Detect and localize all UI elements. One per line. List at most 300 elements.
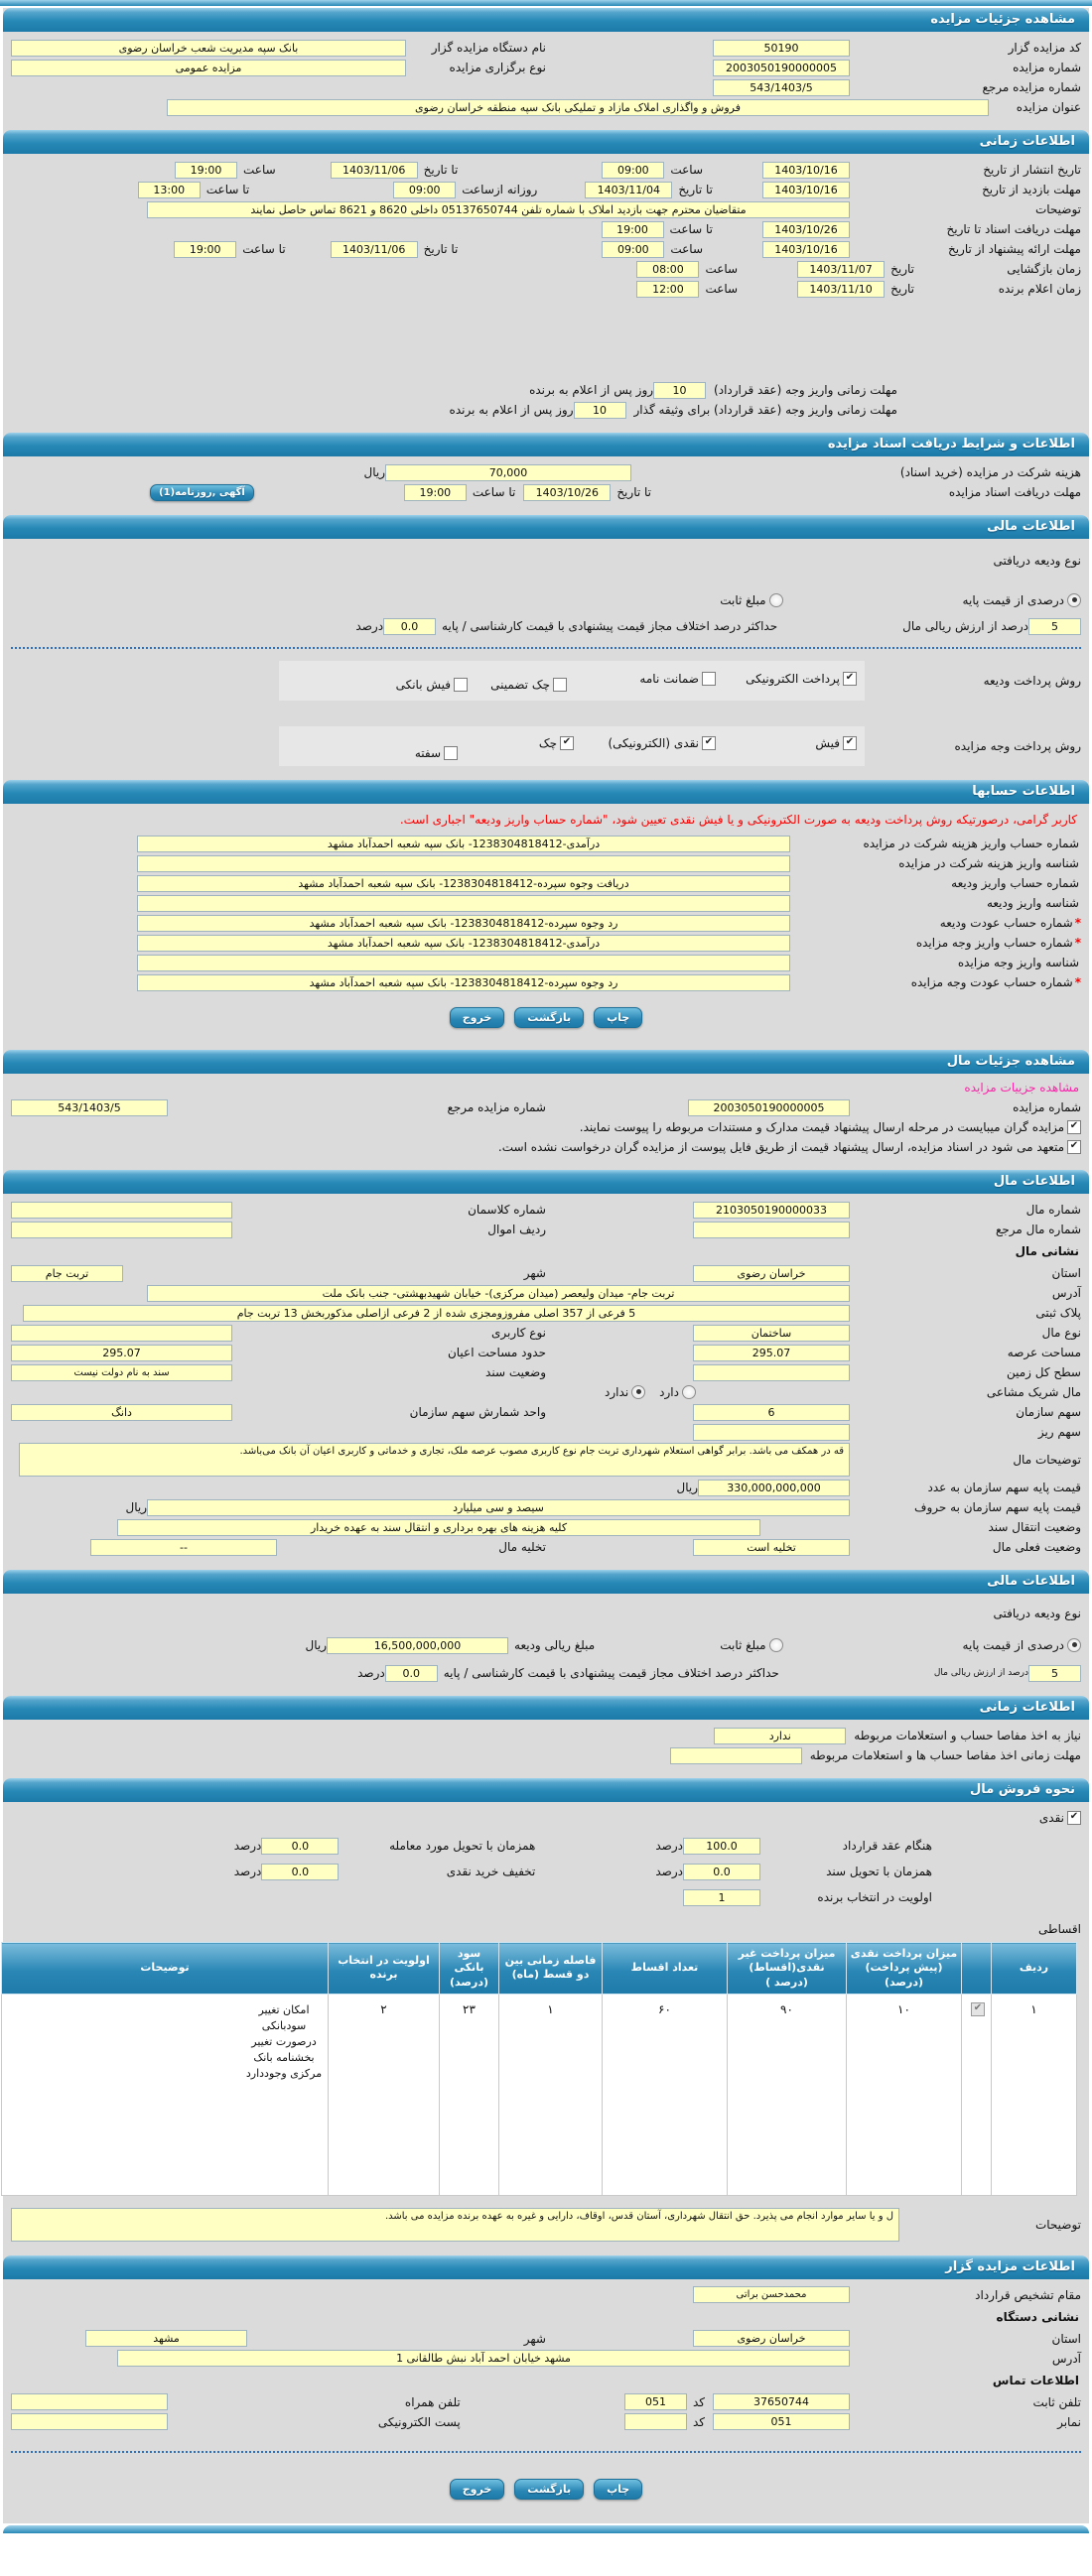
deed-payment-field[interactable]: 0.0 [683,1864,760,1880]
checkbox-icon[interactable] [454,678,468,692]
organizer-city-field[interactable]: مشهد [85,2330,247,2347]
rial-label: ریال [676,1481,698,1494]
plate-field[interactable]: 5 فرعی از 357 اصلی مفروزومجزی شده از 2 فرعی ازاصلی مذکوربخش 13 تربت جام [23,1305,850,1322]
cell-select [962,1994,992,2195]
row-winner-priority [11,1888,1081,1906]
visit-from-field[interactable]: 1403/10/16 [762,182,850,198]
account-row [11,934,1081,952]
installment-table [1,1942,1077,2196]
opening-time-field[interactable]: 08:00 [636,261,699,278]
account-label: شناسه واریز ودیعه [986,896,1079,910]
publish-time-field[interactable]: 09:00 [602,162,664,179]
sub-share-field[interactable] [693,1424,850,1441]
cell-interval: ۱ [499,1994,603,2195]
row-asset-ref [11,1221,1081,1238]
row-pay-deadline-1 [11,381,1081,399]
transfer-status-field[interactable]: کلیه هزینه های بهره برداری و انتقال سند به عهده خریدار [117,1519,760,1536]
row-publish [11,161,1081,179]
publish-date-field[interactable]: 1403/10/16 [762,162,850,179]
row-asset-plate [11,1304,1081,1322]
percent-of-value-label: درصد از ارزش ریالی مال [902,619,1028,633]
percent-label: درصد [655,1839,683,1853]
pay-method-guarantee[interactable] [639,672,716,686]
sub-share-label: سهم ریز [1037,1425,1081,1439]
print-button[interactable]: چاپ [594,1007,642,1028]
pay-suffix-label: روز پس از اعلام به برنده [449,403,574,417]
to-hour-label: تا ساعت [472,485,516,499]
row-asset-area [11,1344,1081,1361]
asset-address-field[interactable]: تربت جام- میدان ولیعصر (میدان مرکزی)- خیابان شهیدبهشتی- جنب بانک ملت [147,1285,850,1302]
docs-deadline-label: مهلت دریافت اسناد تا تاریخ [946,222,1081,236]
fax-field[interactable]: 051 [713,2413,850,2430]
account-label: شناسه واریز هزینه شرکت در مزایده [898,856,1079,870]
docs-deadline-date-field[interactable]: 1403/10/26 [762,221,850,238]
row-sale-notes [11,2208,1081,2242]
row-docs-receive-deadline [11,483,1081,501]
offer-to-date-field[interactable]: 1403/11/06 [331,241,418,258]
asset-row-field[interactable] [11,1222,232,1238]
row-asset-address [11,1284,1081,1302]
deposit-type-label: نوع ودیعه دریافتی [993,1607,1081,1620]
deposit-pay-method-label: روش پرداخت ودیعه [983,674,1081,688]
hour-label: ساعت [670,242,703,256]
item-auction-number-field[interactable]: 2003050190000005 [688,1099,850,1116]
row-deed-payment [11,1863,1081,1880]
clearance-deadline-field[interactable] [670,1747,802,1764]
mobile-field[interactable] [11,2393,168,2410]
asset-address-heading: نشانی مال [1015,1244,1079,1258]
sale-method-section [3,1802,1089,2254]
deposit-percent-field[interactable]: 5 [1028,1665,1081,1682]
phone-code-field[interactable]: 051 [624,2393,687,2410]
row-asset-province [11,1264,1081,1282]
asset-notes-field[interactable]: قه در همکف می باشد. برابر گواهی استعلام شهرداری تربت جام نوع کاربری مصوب عرصه ملک، تجاری و خدماتی و کاربری اعیان آن بانک می‌باشد. [19,1443,850,1477]
installment-heading: اقساطی [1038,1922,1081,1936]
classman-label: شماره کلاسمان [468,1203,546,1217]
auction-pay-cash-electronic[interactable] [608,736,716,750]
asset-number-label: شماره مال [1025,1203,1081,1217]
pay-deadline-1-field[interactable]: 10 [653,382,706,399]
row-deposit-type-2 [11,1605,1081,1622]
percent-label: درصد [355,619,384,633]
auction-pay-promissory[interactable] [415,746,458,760]
sale-notes-label: توضیحات [1034,2217,1081,2232]
schedule-notes-field[interactable]: متقاضیان محترم جهت بازدید املاک با شماره تلفن 05137650744 داخلی 8620 و 8621 تماس حاصل نمایند [147,201,850,218]
row-phone [11,2393,1081,2411]
publish-label: تاریخ انتشار از تاریخ [983,163,1081,177]
account-field[interactable]: رد وجوه سپرده-1238304818412- بانک سپه شعبه احمدآباد مشهد [137,974,790,991]
schedule-section [3,154,1089,431]
rial-label: ریال [305,1638,328,1652]
section-docs-terms [3,433,1089,456]
back-button[interactable]: بازگشت [514,2479,584,2500]
contract-authority-field[interactable]: محمدحسن براتی [693,2286,850,2303]
bottom-bar [3,2525,1089,2533]
checkbox-checked-icon[interactable] [843,736,857,750]
back-button[interactable]: بازگشت [514,1007,584,1028]
land-area-field[interactable]: 295.07 [693,1345,850,1361]
account-field[interactable]: رد وجوه سپرده-1238304818412- بانک سپه شعبه احمدآباد مشهد [137,915,790,932]
asset-info-section [3,1194,1089,1568]
deed-status-field[interactable]: سند به نام دولت نیست [11,1364,232,1381]
current-status-field[interactable]: تخلیه است [693,1539,850,1556]
checkbox-icon[interactable] [444,746,458,760]
base-price-words-field[interactable]: سیصد و سی میلیارد [147,1499,850,1516]
auction-ref-label: شماره مزایده مرجع [982,80,1081,94]
section-title: مشاهده جزئیات مال [946,1054,1075,1069]
cell-cash-percent: ۱۰ [847,1994,962,2195]
has-partner-label: دارد [659,1385,679,1399]
land-area-label: مساحت عرصه [1007,1346,1081,1359]
percent-label: درصد [357,1666,385,1680]
contact-info-heading: اطلاعات تماس [992,2373,1079,2387]
notes-label: توضیحات [1034,202,1081,216]
offer-date-field[interactable]: 1403/10/16 [762,241,850,258]
checkbox-checked-icon[interactable] [1067,1811,1081,1825]
account-label: *شماره حساب عودت ودیعه [939,916,1081,930]
view-auction-details-link[interactable]: مشاهده جزییات مزایده [964,1081,1079,1095]
deposit-amount-label: مبلغ ریالی ودیعه [514,1638,596,1652]
delivery-payment-field[interactable]: 0.0 [261,1838,339,1855]
account-label: *شماره حساب واریز وجه مزایده [915,936,1081,950]
total-land-field[interactable] [693,1364,850,1381]
section-title: اطلاعات مال [993,1174,1075,1189]
account-label: *شماره حساب عودت وجه مزایده [910,975,1081,989]
col-priority: اولویت در انتخاب برنده [329,1943,440,1995]
section-schedule [3,130,1089,154]
item-auction-ref-field[interactable]: 543/1403/5 [11,1099,168,1116]
share-unit-field[interactable]: دانگ [11,1404,232,1421]
max-diff-label: حداکثر درصد اختلاف مجاز قیمت پیشنهادی با قیمت کارشناسی / پایه [442,619,778,633]
offer-time-field[interactable]: 09:00 [602,241,664,258]
docs-terms-section [3,456,1089,513]
docs-receive-label: مهلت دریافت اسناد مزایده [948,485,1081,499]
pay-method-guarantee-label: ضمانت نامه [639,672,699,686]
deposit-percent-field[interactable]: 5 [1028,618,1081,635]
account-row [11,894,1081,912]
row-org-share [11,1403,1081,1421]
date-label: تاریخ [890,282,914,296]
percent-label: درصد [233,1839,262,1853]
organizer-address-heading: نشانی دستگاه [996,2309,1079,2324]
row-auction-title [11,98,1081,116]
account-row [11,854,1081,872]
row-clearance-deadline [11,1746,1081,1764]
checkbox-checked-icon[interactable] [843,672,857,686]
deed-payment-label: همزمان با تحویل سند [826,1865,932,1878]
account-row [11,973,1081,991]
city-label: شهر [523,2331,546,2346]
hour-label: ساعت [705,282,739,296]
auction-pay-slip-label: فیش [815,736,840,750]
required-star [1079,876,1081,890]
asset-province-field[interactable]: خراسان رضوی [693,1265,850,1282]
docs-receive-date-field[interactable]: 1403/10/26 [523,484,611,501]
visit-to-field[interactable]: 1403/11/04 [585,182,672,198]
pay-method-bank-slip[interactable] [396,678,468,692]
visit-time-from-field[interactable]: 09:00 [393,182,456,198]
pay-method-certified-check[interactable] [490,678,567,692]
percent-label: درصد [233,1865,262,1878]
opening-label: زمان بازگشایی [1007,262,1081,276]
row-auction-number [11,59,1081,76]
radio-has-partner-icon[interactable] [682,1385,696,1399]
sale-notes-field[interactable]: ل و یا سایر موارد انجام می پذیرد. حق انتقال شهرداری، آستان قدس، اوقاف، دارایی و غیره به عهده برنده مزایده می باشد. [11,2208,899,2242]
row-fax [11,2413,1081,2431]
col-select [962,1943,992,1995]
to-date-label: تا تاریخ [423,163,459,177]
winner-date-field[interactable]: 1403/11/10 [797,281,885,298]
visit-label: مهلت بازدید از تاریخ [982,183,1081,196]
section-title: اطلاعات زمانی [979,1700,1075,1715]
section-financial-2 [3,1570,1089,1594]
asset-use-field[interactable] [11,1325,232,1342]
to-hour-label: تا ساعت [242,242,286,256]
accounts-section [3,804,1089,1048]
deposit-type-label: نوع ودیعه دریافتی [993,554,1081,568]
item-auction-ref-label: شماره مزایده مرجع [447,1100,546,1114]
email-label: پست الکترونیکی [377,2414,461,2429]
row-no-file-commitment [11,1138,1081,1156]
account-row [11,835,1081,852]
organizer-address-field[interactable]: مشهد خیابان احمد آباد نبش طالقانی 1 [117,2350,850,2367]
publish-to-time-field[interactable]: 19:00 [175,162,237,179]
city-label: شهر [523,1266,546,1280]
radio-percent-of-base-icon[interactable] [1067,593,1081,607]
row-shared-ownership [11,1383,1081,1401]
classman-field[interactable] [11,1202,232,1219]
auction-title-label: عنوان مزایده [1016,100,1081,114]
phone-label: تلفن ثابت [1032,2394,1081,2409]
docs-deadline-time-field[interactable]: 19:00 [602,221,664,238]
section-title: اطلاعات زمانی [979,134,1075,149]
section-auction-details [3,8,1089,32]
evacuation-field[interactable]: -- [90,1539,277,1556]
exit-button[interactable]: خروج [450,2479,505,2500]
address-label: آدرس [1051,1286,1081,1300]
item-details-section [3,1074,1089,1168]
phone-field[interactable]: 37650744 [713,2393,850,2410]
required-star: * [1074,975,1081,989]
asset-city-field[interactable]: تربت جام [11,1265,123,1282]
account-field[interactable] [137,955,790,971]
row-deposit-pay-method [11,661,1081,701]
opening-date-field[interactable]: 1403/11/07 [797,261,885,278]
schedule-2-section [3,1720,1089,1776]
email-field[interactable] [11,2413,168,2430]
row-organizer-province [11,2330,1081,2348]
cell-noncash-percent: ۹۰ [728,1994,847,2195]
row-deposit-type [11,552,1081,570]
pay-method-electronic[interactable] [746,672,857,686]
row-visit [11,181,1081,198]
docs-receive-time-field[interactable]: 19:00 [404,484,467,501]
installment-table-row [2,1994,1077,2195]
base-price-words-label: قیمت پایه سهم سازمان به حروف [914,1500,1081,1514]
account-label: شما‌ره حساب واریز ودیعه [951,876,1079,890]
section-schedule-2 [3,1696,1089,1720]
max-diff-field[interactable]: 0.0 [385,1665,438,1682]
row-cash-option [11,1809,1081,1827]
row-organizer-address [11,2350,1081,2368]
required-star: * [1074,936,1081,950]
newspaper-ad-button[interactable]: آگهی ,روزنامه(1) [150,484,254,501]
auction-details-panel [3,8,1089,2523]
auction-code-field[interactable]: 50190 [713,40,850,57]
cell-installment-count: ۶۰ [603,1994,728,2195]
organizer-name-field[interactable]: بانک سپه مدیریت شعب خراسان رضوی [11,40,406,57]
contract-payment-field[interactable]: 100.0 [683,1838,760,1855]
auction-code-label: کد مزایده گزار [1008,41,1081,55]
bottom-button-row [9,2465,1083,2510]
asset-type-label: نوع مال [1041,1326,1081,1340]
checkbox-checked-icon[interactable] [1067,1120,1081,1134]
fee-label: هزینه شرکت در مزایده (خرید اسناد) [899,465,1081,479]
col-noncash-percent: میزان پرداخت غیر نقدی(اقساط) (درصد ) [728,1943,847,1995]
row-auction-pay-method [11,726,1081,766]
accounts-required-note: کاربر گرامی، درصورتیکه روش پرداخت ودیعه به صورت الکترونیکی و یا فیش نقدی تعیین شود، "شماره حساب واریز ودیعه" اجباری است. [399,813,1077,827]
dotted-divider [11,647,1081,649]
org-share-field[interactable]: 6 [693,1404,850,1421]
col-installment-count: تعداد اقساط [603,1943,728,1995]
share-unit-label: واحد شمارش سهم سازمان [409,1405,546,1419]
org-share-label: سهم سازمان [1016,1405,1081,1419]
pay-deadline-2-field[interactable]: 10 [574,402,626,419]
section-title: مشاهده جزئیات مزایده [930,12,1075,27]
auction-pay-cash-electronic-label: نقدی (الکترونیکی) [608,736,699,750]
asset-type-field[interactable]: ساختمان [693,1325,850,1342]
percent-of-value-label: درصد از ارزش ریالی مال [933,1668,1028,1678]
fax-label: نمابر [1057,2414,1081,2429]
row-deposit-options-2 [11,1636,1081,1654]
mid-button-row [9,993,1083,1038]
cell-notes: امکان تغییر سودبانکی درصورت تغییر بخشنامه بانک مرکزی وجوددارد [2,1994,329,2195]
checkbox-checked-icon[interactable] [971,2002,985,2016]
radio-fixed-amount-icon[interactable] [769,593,783,607]
row-offer [11,240,1081,258]
checkbox-checked-icon[interactable] [560,736,574,750]
auction-pay-method-panel [279,726,865,766]
to-hour-label: تا ساعت [669,222,713,236]
visit-time-to-field[interactable]: 13:00 [138,182,201,198]
financial-2-section [3,1594,1089,1694]
building-area-field[interactable]: 295.07 [11,1345,232,1361]
clearance-needed-field[interactable]: ندارد [714,1728,846,1744]
account-field[interactable] [137,895,790,912]
auction-number-field[interactable]: 2003050190000005 [713,60,850,76]
section-title: نحوه فروش مال [970,1782,1075,1797]
row-participation-fee [11,463,1081,481]
date-label: تاریخ [890,262,914,276]
row-contract-payment [11,1837,1081,1855]
col-interval: فاصله زمانی بین دو قسط (ماه) [499,1943,603,1995]
plate-label: پلاک ثبتی [1035,1306,1081,1320]
account-field[interactable]: درآمدی-1238304818412- بانک سپه شعبه احمدآباد مشهد [137,836,790,852]
auction-number-label: شماره مزایده [1013,61,1081,74]
auction-pay-check[interactable] [539,736,574,750]
offer-label: مهلت ارائه پیشنهاد از تاریخ [947,242,1081,256]
deed-status-label: وضعیت سند [485,1365,546,1379]
account-row [11,874,1081,892]
account-field[interactable]: درآمدی-1238304818412- بانک سپه شعبه احمدآباد مشهد [137,935,790,952]
fax-code-field[interactable] [624,2413,687,2430]
pay-method-certified-check-label: چک تضمینی [490,678,550,692]
hour-label: ساعت [705,262,739,276]
option-fixed-label: مبلغ ثابت [720,593,766,607]
row-asset-number [11,1201,1081,1219]
cash-discount-label: تخفیف خرید نقدی [446,1865,536,1878]
winner-priority-label: اولویت در انتخاب برنده [817,1890,932,1904]
rial-label: ریال [363,465,385,479]
max-diff-field[interactable]: 0.0 [383,618,436,635]
organizer-section [3,2279,1089,2519]
pay-deadline-1-label: مهلت زمانی واریز وجه (عقد قرارداد) [714,383,897,397]
row-transfer-status [11,1518,1081,1536]
asset-notes-label: توضیحات مال [1013,1453,1081,1467]
winner-time-field[interactable]: 12:00 [636,281,699,298]
pay-method-electronic-label: پرداخت الکترونیکی [746,672,840,686]
auction-type-field[interactable]: مزایده عمومی [11,60,406,76]
auction-pay-promissory-label: سفته [414,746,441,760]
auction-pay-slip[interactable] [815,736,857,750]
checkbox-checked-icon[interactable] [702,736,716,750]
radio-percent-of-base-icon[interactable] [1067,1638,1081,1652]
publish-to-date-field[interactable]: 1403/11/06 [331,162,418,179]
row-deposit-percent [11,617,1081,635]
account-field[interactable]: دریافت وجوه سپرده-1238304818412- بانک سپه شعبه احمدآباد مشهد [137,875,790,892]
winner-priority-field[interactable]: 1 [683,1889,760,1906]
cash-discount-field[interactable]: 0.0 [261,1864,339,1880]
row-current-status [11,1538,1081,1556]
exit-button[interactable]: خروج [450,1007,505,1028]
option-percent-label: درصدی از قیمت پایه [962,593,1064,607]
radio-fixed-amount-icon[interactable] [769,1638,783,1652]
print-button[interactable]: چاپ [594,2479,642,2500]
mobile-label: تلفن همراه [404,2394,461,2409]
hour-label: ساعت [670,163,703,177]
checkbox-checked-icon[interactable] [1067,1140,1081,1154]
to-hour-label: تا ساعت [205,183,250,196]
base-price-number-label: قیمت پایه سهم سازمان به عدد [927,1481,1081,1494]
radio-no-partner-icon[interactable] [631,1385,645,1399]
base-price-number-field[interactable]: 330,000,000,000 [698,1480,850,1496]
auction-ref-field[interactable]: 543/1403/5 [713,79,850,96]
attachment-required-label: مزایده گران میبایست در مرحله ارسال پیشنهاد قیمت مدارک و مستندات مربوطه را پیوست نمایند. [579,1120,1064,1134]
fee-field[interactable]: 70,000 [385,464,631,481]
delivery-payment-label: همزمان با تحویل مورد معامله [389,1839,536,1853]
auction-general-section [3,32,1089,128]
asset-number-field[interactable]: 2103050190000033 [693,1202,850,1219]
asset-ref-field[interactable] [693,1222,850,1238]
offer-to-time-field[interactable]: 19:00 [174,241,236,258]
deposit-amount-field[interactable]: 16,500,000,000 [327,1637,508,1654]
checkbox-icon[interactable] [553,678,567,692]
organizer-province-field[interactable]: خراسان رضوی [693,2330,850,2347]
row-sub-share [11,1423,1081,1441]
section-title: اطلاعات مالی [987,519,1075,534]
no-file-commitment-label: متعهد می شود در اسناد مزایده، ارسال پیشنهاد قیمت از طریق فایل پیوست از مزایده گران درخواست نشده است. [497,1140,1064,1154]
cash-option-label: نقدی [1038,1811,1064,1825]
row-auction-ref [11,78,1081,96]
auction-title-field[interactable]: فروش و واگذاری املاک مازاد و تملیکی بانک سپه منطقه خراسان رضوی [167,99,989,116]
col-cash-percent: میزان پرداخت نقدی (پیش پرداخت) (درصد) [847,1943,962,1995]
row-auction-code [11,39,1081,57]
checkbox-icon[interactable] [702,672,716,686]
max-diff-label: حداکثر درصد اختلاف مجاز قیمت پیشنهادی با قیمت کارشناسی / پایه [443,1666,779,1680]
account-field[interactable] [137,855,790,872]
asset-use-label: نوع کاربری [490,1326,546,1340]
section-title: اطلاعات و شرایط دریافت اسناد مزایده [827,437,1075,451]
